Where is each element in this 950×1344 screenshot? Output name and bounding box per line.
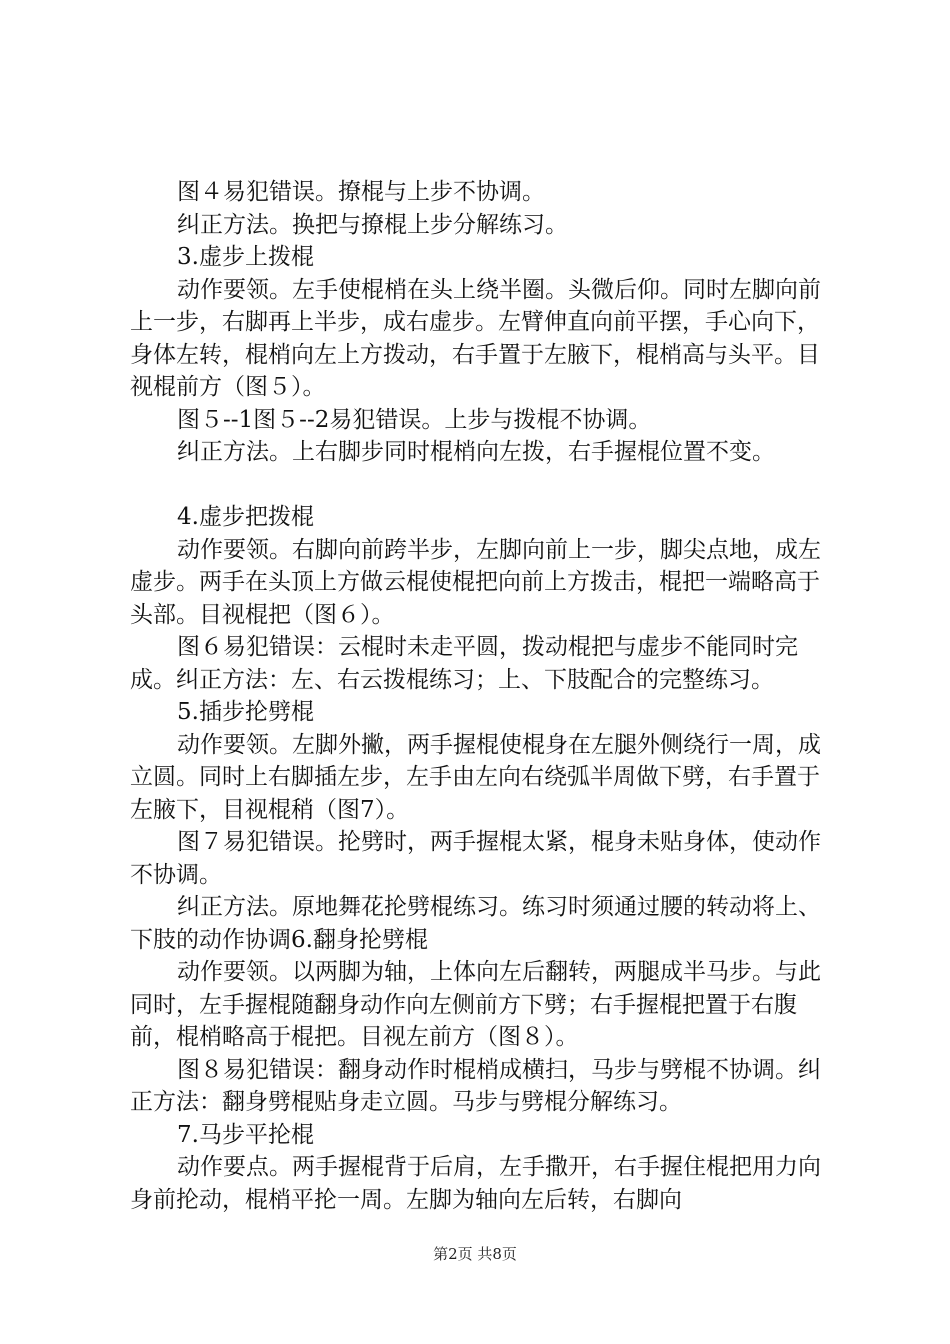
section-heading: 4.虚步把拨棍 [177, 504, 314, 530]
section-heading: 7.马步平抡棍 [177, 1121, 314, 1148]
paragraph: 图７易犯错误。抡劈时，两手握棍太紧，棍身未贴身体，使动作不协调。 [130, 829, 821, 888]
paragraph: 图４易犯错误。撩棍与上步不协调。 [177, 179, 545, 205]
section-heading: 5.插步抡劈棍 [177, 699, 314, 725]
paragraph: 动作要领。以两脚为轴，上体向左后翻转，两腿成半马步。与此同时，左手握棍随翻身动作向左侧前方下劈；右手握棍把置于右腹前，棍梢略高于棍把。目视左前方（图８）。 [130, 959, 821, 1050]
paragraph: 纠正方法。换把与撩棍上步分解练习。 [177, 211, 568, 238]
paragraph: 动作要点。两手握棍背于后肩，左手撒开，右手握住棍把用力向身前抡动，棍梢平抡一周。左脚为轴向左后转，右脚向 [130, 1154, 821, 1213]
section-heading: 3.虚步上拨棍 [177, 244, 314, 270]
document-body [130, 176, 835, 1216]
paragraph: 图８易犯错误：翻身动作时棍梢成横扫，马步与劈棍不协调。纠正方法：翻身劈棍贴身走立圆。马步与劈棍分解练习。 [130, 1056, 821, 1115]
paragraph: 动作要领。左手使棍梢在头上绕半圈。头微后仰。同时左脚向前上一步，右脚再上半步，成右虚步。左臂伸直向前平摆，手心向下，身体左转，棍梢向左上方拨动，右手置于左腋下，棍梢高与头平。目视棍前方（图５）。 [130, 276, 821, 400]
paragraph: 图５--1图５--2易犯错误。上步与拨棍不协调。 [177, 406, 652, 433]
paragraph: 纠正方法。上右脚步同时棍梢向左拨，右手握棍位置不变。 [177, 439, 775, 465]
paragraph: 动作要领。右脚向前跨半步，左脚向前上一步，脚尖点地，成左虚步。两手在头顶上方做云棍使棍把向前上方拨击，棍把一端略高于头部。目视棍把（图６）。 [130, 536, 821, 628]
page-number-footer: 第2页 共8页 [433, 1245, 517, 1263]
paragraph: 纠正方法。原地舞花抡劈棍练习。练习时须通过腰的转动将上、下肢的动作协调6.翻身抡劈棍 [130, 894, 821, 953]
paragraph: 动作要领。左脚外撇，两手握棍使棍身在左腿外侧绕行一周，成立圆。同时上右脚插左步，左手由左向右绕弧半周做下劈，右手置于左腋下，目视棍稍（图7）。 [130, 731, 821, 823]
blank-line [130, 469, 835, 502]
paragraph: 图６易犯错误：云棍时未走平圆，拨动棍把与虚步不能同时完成。纠正方法：左、右云拨棍练习；上、下肢配合的完整练习。 [130, 634, 798, 693]
